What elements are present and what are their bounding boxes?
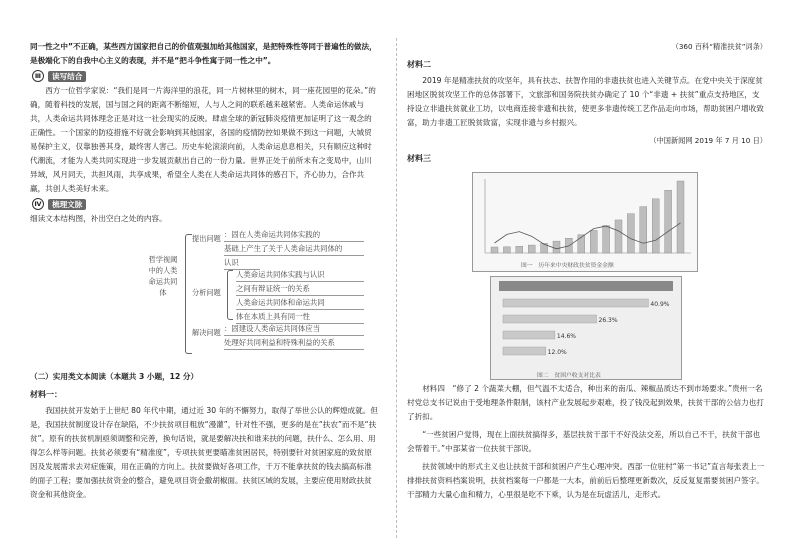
funding-bar	[627, 214, 634, 253]
left-column	[30, 40, 378, 502]
material4-text-3: 扶贫领域中的形式主义也让扶贫干部和贫困户产生心理冲突。西部一位驻村“第一书记”直言每张表上一排排扶贫资料档案说明，扶贫档案每一户都是一大本，前前后后整理更新数次，反反复复需要贫困户签字。干部精力大量心血和精力，心里很是吃不下乘，认为是在玩虚活儿，走形式。	[407, 462, 765, 499]
material4-text-1: 材料四 “修了 2 个蔬菜大棚，但气温不太适合，种出来的南瓜、辣椒品质达不到市场要求。”贵州一名村党总支书记说由于受地理条件限制，该村产业发展起步艰难，投了钱没起到效果，扶贫干部的公信力也打了折扣。	[407, 384, 764, 421]
material4-text-2: “一些贫困户觉得，现在上面扶贫搞得多，基层扶贫干部干不好没法交差，所以自己不干，扶贫干部也会帮着干。”中部某省一位扶贫干部说。	[407, 430, 761, 453]
income-bar	[503, 331, 555, 339]
income-bar	[503, 315, 597, 323]
funding-bar	[516, 246, 523, 253]
funding-chart-plot	[473, 173, 697, 261]
instruction-text: 细读文本结构图，补出空白之处的内容。	[30, 214, 167, 223]
branch-label-solve: 解决问题	[192, 328, 221, 337]
source-citation: （中国新闻网 2019 年 7 月 10 日）	[649, 136, 767, 145]
intro-paragraph: 同一性之中”不正确，某些西方国家把自己的价值观强加给其他国家，是把特殊性等同于普遍性的做法，是极端化下的自我中心主义的表现，并不是“把斗争性寓于同一性之中”。	[30, 42, 377, 65]
section-header-read-write	[32, 70, 378, 82]
material1-label: 材料一：	[30, 390, 62, 399]
income-value-label: 12.0%	[547, 349, 567, 356]
funding-bar	[677, 181, 684, 253]
income-chart-title-bar	[499, 281, 673, 291]
source-citation: （360 百科“精准扶贫”词条）	[671, 42, 767, 51]
funding-bar	[652, 199, 659, 253]
income-chart-plot	[491, 277, 681, 367]
funding-bar	[528, 245, 535, 253]
income-value-label: 14.6%	[556, 333, 576, 340]
material2-label: 材料二	[407, 60, 431, 69]
branch-text-propose: ：固在人类命运共同体实践的 基础上产生了关于人类命运共同体的 认识	[224, 228, 364, 270]
income-value-label: 40.9%	[650, 301, 670, 308]
material2-text: 2019 年是精准扶贫的攻坚年，具有扶志、扶智作用的非遗扶贫也进入关键节点。在党中央关于深度贫困地区脱贫攻坚工作的总体部署下，文旅部和国务院扶贫办确定了 10 个“非遗 + 扶贫”重点支持地区，支持设立非遗扶贫就业工坊，以电商连接非遗和扶贫，使更多非遗传统工艺作品走向市场，帮助贫困户增收致富，助力非遗工匠脱贫致富，实现非遗与乡村振兴。	[407, 76, 764, 127]
diagram-brace	[185, 234, 192, 354]
funding-bar	[640, 207, 647, 253]
income-bar	[503, 299, 648, 307]
section-number-badge: Ⅳ	[32, 198, 44, 210]
section-label: 梳理文脉	[48, 199, 86, 210]
funding-bar	[603, 226, 610, 253]
right-column	[407, 40, 767, 502]
section-title: （二）实用类文本阅读（本题共 3 小题，12 分）	[30, 372, 199, 381]
column-divider	[396, 38, 397, 538]
structure-diagram	[30, 228, 378, 364]
branch-text-analyze: 人类命运共同体实践与认识 之间有辩证统一的关系 人类命运共同体和命运共同 体在本质上具有同一性	[236, 268, 364, 324]
branch-text-solve: ：固建设人类命运共同体应当 处理好共同利益和特殊利益的关系	[224, 322, 364, 350]
analyze-brace	[227, 270, 233, 320]
philosophy-paragraph: 西方一位哲学家说：“我们是同一片海洋里的浪花，同一片树林里的树木，同一座花园里的花朵。”的确，随着科技的发展，国与国之间的距离不断缩短，人与人之间的联系越来越紧密。人类命运休戚与共，人类命运共同体理念正是对这一社会现实的反映。肆虐全球的新冠肺炎疫情更加证明了这一观念的正确性。一个国家的防疫措施不好就会影响到其他国家，各国的疫情防控如果做不到这一问题，大城贸易保护主义，仅靠独善其身，最终害人害己。历史车轮滚滚向前，人类命运息息相关，只有顺应这种时代潮流，才能为人类共同实现进一步发展贡献出自己的一份力量。世界正处于前所未有之变局中，山川异域，风月同天，共担风雨，共享成果，希望全人类在人类命运共同体的感召下，齐心协力，合作共赢，共创人类美好未来。	[30, 86, 376, 193]
material1-text: 我国扶贫开发始于上世纪 80 年代中期，通过近 30 年的不懈努力，取得了举世公认的辉煌成就。但是，我国扶贫制度设计存在缺陷，不少扶贫项目粗放“漫灌”，针对性不强，更多的是在“扶农”而不是“扶贫”。原有的扶贫机制亟须调整和完善，换句话说，就是要解决扶和谁来扶的问题，扶什么、怎么用、用得怎么样等问题。扶贫必须要有“精准度”，专项扶贫更要瞄准贫困居民，特别要针对贫困家庭的致贫原因及发展需求去对症施策，用在正确的方向上。扶贫要做好各项工作，千万不能拿扶贫的钱去搞高标准的面子工程；要加强扶贫资金的整合，避免项目资金撒胡椒面。扶贫区域的发展，主要应使用财政扶贫资金和其他资金。	[30, 406, 378, 499]
chart2-caption: 图二 贫困户收支对比表	[537, 373, 601, 379]
income-value-label: 26.3%	[598, 317, 618, 324]
section-label: 读写结合	[48, 71, 86, 82]
funding-bar	[615, 220, 622, 253]
chart1-caption: 图一 历年来中央财政扶贫资金金额	[521, 263, 614, 269]
branch-label-propose: 提出问题	[192, 234, 221, 243]
diagram-root: 哲学视阈中的人类命运共同体	[148, 255, 178, 297]
funding-bar	[553, 241, 560, 253]
income-chart	[490, 276, 682, 380]
funding-bar	[491, 247, 498, 253]
material3-label: 材料三	[407, 154, 431, 163]
funding-chart	[472, 172, 698, 272]
income-bar	[503, 347, 546, 355]
section-number-badge: Ⅲ	[32, 70, 44, 82]
section-header-structure	[32, 198, 378, 210]
funding-bar	[665, 190, 672, 253]
funding-bar	[590, 230, 597, 253]
material3-figures	[472, 172, 767, 382]
funding-bar	[503, 247, 510, 253]
branch-label-analyze: 分析问题	[192, 288, 221, 297]
